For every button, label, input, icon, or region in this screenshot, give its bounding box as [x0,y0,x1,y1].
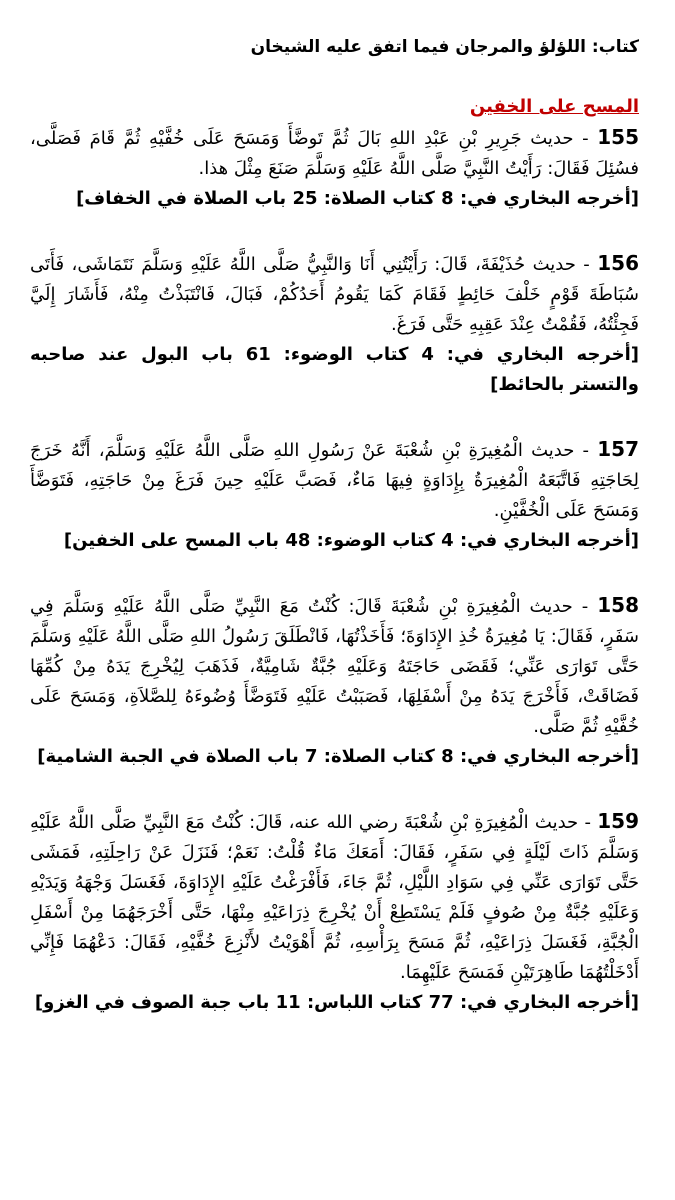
hadith-source: [أخرجه البخاري في: 77 كتاب اللباس: 11 باب جبة الصوف في الغزو] [34,992,639,1013]
hadith-source: [أخرجه البخاري في: 4 كتاب الوضوء: 48 باب المسح على الخفين] [63,530,639,551]
hadith-number: 157 [597,437,639,461]
hadith-source: [أخرجه البخاري في: 4 كتاب الوضوء: 61 باب البول عند صاحبه والتستر بالحائط] [30,344,640,395]
hadith-158 [30,590,639,772]
book-title: كتاب: اللؤلؤ والمرجان فيما اتفق عليه الشيخان [250,37,639,57]
hadith-number: 156 [597,251,639,275]
hadith-text: - حديث الْمُغِيرَةِ بْنِ شُعْبَةَ عَنْ رَسُولِ اللهِ صَلَّى اللَّهُ عَلَيْهِ وَسَلَّمَ، أَنَّهُ خَرَجَ لِحَاجَتِهِ فَاتَّبَعَهُ الْمُغِيرَةُ بِإِدَاوَةٍ فِيهَا مَاءٌ، فَصَبَّ عَلَيْهِ حِينَ فَرَغَ مِنْ حَاجَتِهِ، فَتَوَضَّأَ وَمَسَحَ عَلَى الْخُفَّيْنِ. [30,440,639,521]
hadith-number: 159 [597,809,639,833]
hadith-157 [30,434,639,556]
hadith-156 [30,248,639,400]
hadith-155 [30,122,639,214]
chapter-title: المسح على الخفين [469,96,639,117]
hadith-source: [أخرجه البخاري في: 8 كتاب الصلاة: 7 باب الصلاة في الجبة الشامية] [37,746,639,767]
hadith-number: 155 [597,125,639,149]
hadith-text: - حديث الْمُغِيرَةِ بْنِ شُعْبَةَ رضي الله عنه، قَالَ: كُنْتُ مَعَ النَّبِيِّ صَلَّى اللَّهُ عَلَيْهِ وَسَلَّمَ ذَاتَ لَيْلَةٍ فِي سَفَرٍ، فَقَالَ: أَمَعَكَ مَاءٌ قُلْتُ: نَعَمْ؛ فَنَزَلَ عَنْ رَاحِلَتِهِ، فَمَشَى حَتَّى تَوَارَى عَنِّي فِي سَوَادِ اللَّيْلِ، ثُمَّ جَاءَ، فَأَفْرَغْتُ عَلَيْهِ الإِدَاوَةَ، فَغَسَلَ وَجْهَهُ وَيَدَيْهِ وَعَلَيْهِ جُبَّةٌ مِنْ صُوفٍ فَلَمْ يَسْتَطِعْ أَنْ يُخْرِجَ ذِرَاعَيْهِ مِنْهَا، حَتَّى أَخْرَجَهُمَا مِنْ أَسْفَلِ الْجُبَّةِ، فَغَسَلَ ذِرَاعَيْهِ، ثُمَّ مَسَحَ بِرَأْسِهِ، ثُمَّ أَهْوَيْتُ لأَنْزِعَ خُفَّيْهِ، فَقَالَ: دَعْهُمَا فَإِنِّي أَدْخَلْتُهُمَا طَاهِرَتَيْنِ فَمَسَحَ عَلَيْهِمَا. [30,812,639,983]
hadith-source: [أخرجه البخاري في: 8 كتاب الصلاة: 25 باب الصلاة في الخفاف] [76,188,639,209]
hadith-text: - حديث جَرِيرِ بْنِ عَبْدِ اللهِ بَالَ ثُمَّ تَوضَّأَ وَمَسَحَ عَلَى خُفَّيْهِ ثُمَّ قَامَ فَصَلَّى، فسُئِلَ فَقَالَ: رَأَيْتُ النَّبِيَّ صَلَّى اللَّهُ عَلَيْهِ وَسَلَّمَ صَنَعَ مِثْلَ هذا. [30,128,639,179]
hadith-text: - حديث الْمُغِيرَةِ بْنِ شُعْبَةَ قَالَ: كُنْتُ مَعَ النَّبِيِّ صَلَّى اللَّهُ عَلَيْهِ وَسَلَّمَ فِي سَفَرٍ، فَقَالَ: يَا مُغِيرَةُ خُذِ الإِدَاوَةَ؛ فَأَخَذْتُهَا، فَانْطَلَقَ رَسُولُ اللهِ صَلَّى اللَّهُ عَلَيْهِ وَسَلَّمَ حَتَّى تَوَارَى عَنِّي؛ فَقَضَى حَاجَتَهُ وَعَلَيْهِ جُبَّةٌ شَامِيَّةٌ، فَذَهَبَ لِيُخْرِجَ يَدَهُ مِنْ كُمِّهَا فَضَاقَتْ، فَأَخْرَجَ يَدَهُ مِنْ أَسْفَلِهَا، فَصَبَبْتُ عَلَيْهِ فَتَوَضَّأَ وُضُوءَهُ لِلصَّلاَةِ، وَمَسَحَ عَلَى خُفَّيْهِ ثُمَّ صَلَّى. [30,596,639,737]
hadith-159 [30,806,639,1018]
hadith-number: 158 [597,593,639,617]
hadith-text: - حديث حُذَيْفَةَ، قَالَ: رَأَيْتُنِي أَنَا وَالنَّبِيُّ صَلَّى اللَّهُ عَلَيْهِ وَسَلَّمَ نَتَمَاشَى، فَأَتَى سُبَاطَةَ قَوْمٍ خَلْفَ حَائِطٍ فَقَامَ كَمَا يَقُومُ أَحَدُكُمْ، فَبَالَ، فَانْتَبَذْتُ مِنْهُ، فَأَشَارَ إِلَيَّ فَجِئْتُهُ، فَقُمْتُ عِنْدَ عَقِبِهِ حَتَّى فَرَغَ. [30,254,639,335]
